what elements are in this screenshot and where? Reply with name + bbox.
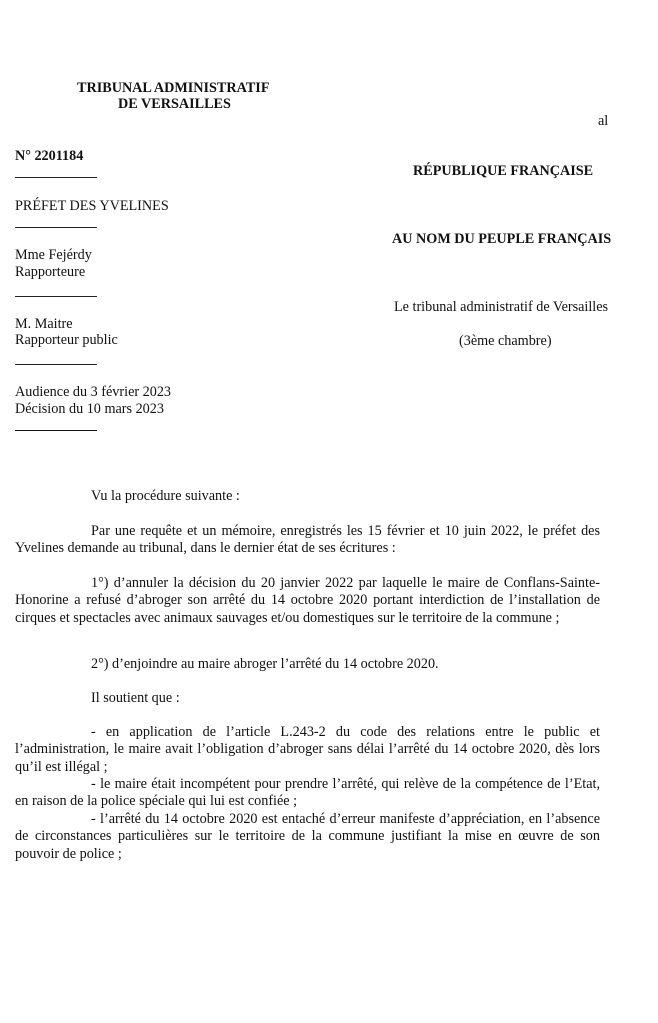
rapporteur-public-name: M. Maitre bbox=[15, 316, 73, 332]
procedure-intro: Vu la procédure suivante : bbox=[91, 488, 240, 504]
argument-3-text: - l’arrêté du 14 octobre 2020 est entaché d’erreur manifeste d’appréciation, en l’absence de circonstances particulières sur le territoire de la commune justifiant la mise en œuvre de son pouvoir de police ; bbox=[15, 811, 600, 862]
rapporteure-role: Rapporteure bbox=[15, 264, 86, 280]
request-text: Par une requête et un mémoire, enregistrés les 15 février et 10 juin 2022, le préfet des Yvelines demande au tribunal, dans le dernier état de ses écritures : bbox=[15, 523, 600, 557]
decision-date: Décision du 10 mars 2023 bbox=[15, 401, 164, 417]
in-name-of-people: AU NOM DU PEUPLE FRANÇAIS bbox=[392, 231, 612, 247]
court-name-line2: DE VERSAILLES bbox=[118, 96, 231, 112]
conclusion-1 bbox=[15, 575, 600, 627]
argument-1-text: - en application de l’article L.243-2 du code des relations entre le public et l’administration, le maire avait l’obligation d’abroger sans délai l’arrêté du 14 octobre 2020, dès lors qu’il est illégal ; bbox=[15, 724, 600, 775]
argument-2-text: - le maire était incompétent pour prendre l’arrêté, qui relève de la compétence de l’Etat, en raison de la police spéciale qui lui est confiée ; bbox=[15, 776, 600, 810]
case-number: N° 2201184 bbox=[15, 148, 84, 164]
separator-line bbox=[15, 364, 97, 365]
rapporteur-public-role: Rapporteur public bbox=[15, 332, 118, 348]
arguments-intro: Il soutient que : bbox=[91, 690, 180, 706]
chamber: (3ème chambre) bbox=[459, 333, 552, 349]
conclusion-1-text: 1°) d’annuler la décision du 20 janvier 2022 par laquelle le maire de Conflans-Sainte-Honorine a refusé d’abroger son arrêté du 14 octobre 2020 portant interdiction de l’installation de cirques et spectacles avec animaux sauvages et/ou domestiques sur le territoire de la commune ; bbox=[15, 575, 600, 626]
court-name-line1: TRIBUNAL ADMINISTRATIF bbox=[77, 80, 270, 96]
hearing-date: Audience du 3 février 2023 bbox=[15, 384, 172, 400]
separator-line bbox=[15, 430, 97, 431]
separator-line bbox=[15, 227, 97, 228]
separator-line bbox=[15, 177, 97, 178]
republic-heading: RÉPUBLIQUE FRANÇAISE bbox=[413, 163, 594, 179]
separator-line bbox=[15, 296, 97, 297]
argument-3 bbox=[15, 811, 600, 863]
argument-2 bbox=[15, 776, 600, 811]
request-paragraph bbox=[15, 523, 600, 558]
argument-1 bbox=[15, 724, 600, 776]
rapporteure-name: Mme Fejérdy bbox=[15, 247, 92, 263]
tribunal-name: Le tribunal administratif de Versailles bbox=[394, 299, 609, 315]
corner-mark: al bbox=[598, 113, 609, 129]
conclusion-2: 2°) d’enjoindre au maire abroger l’arrêté du 14 octobre 2020. bbox=[91, 656, 439, 672]
party-name: PRÉFET DES YVELINES bbox=[15, 198, 169, 214]
